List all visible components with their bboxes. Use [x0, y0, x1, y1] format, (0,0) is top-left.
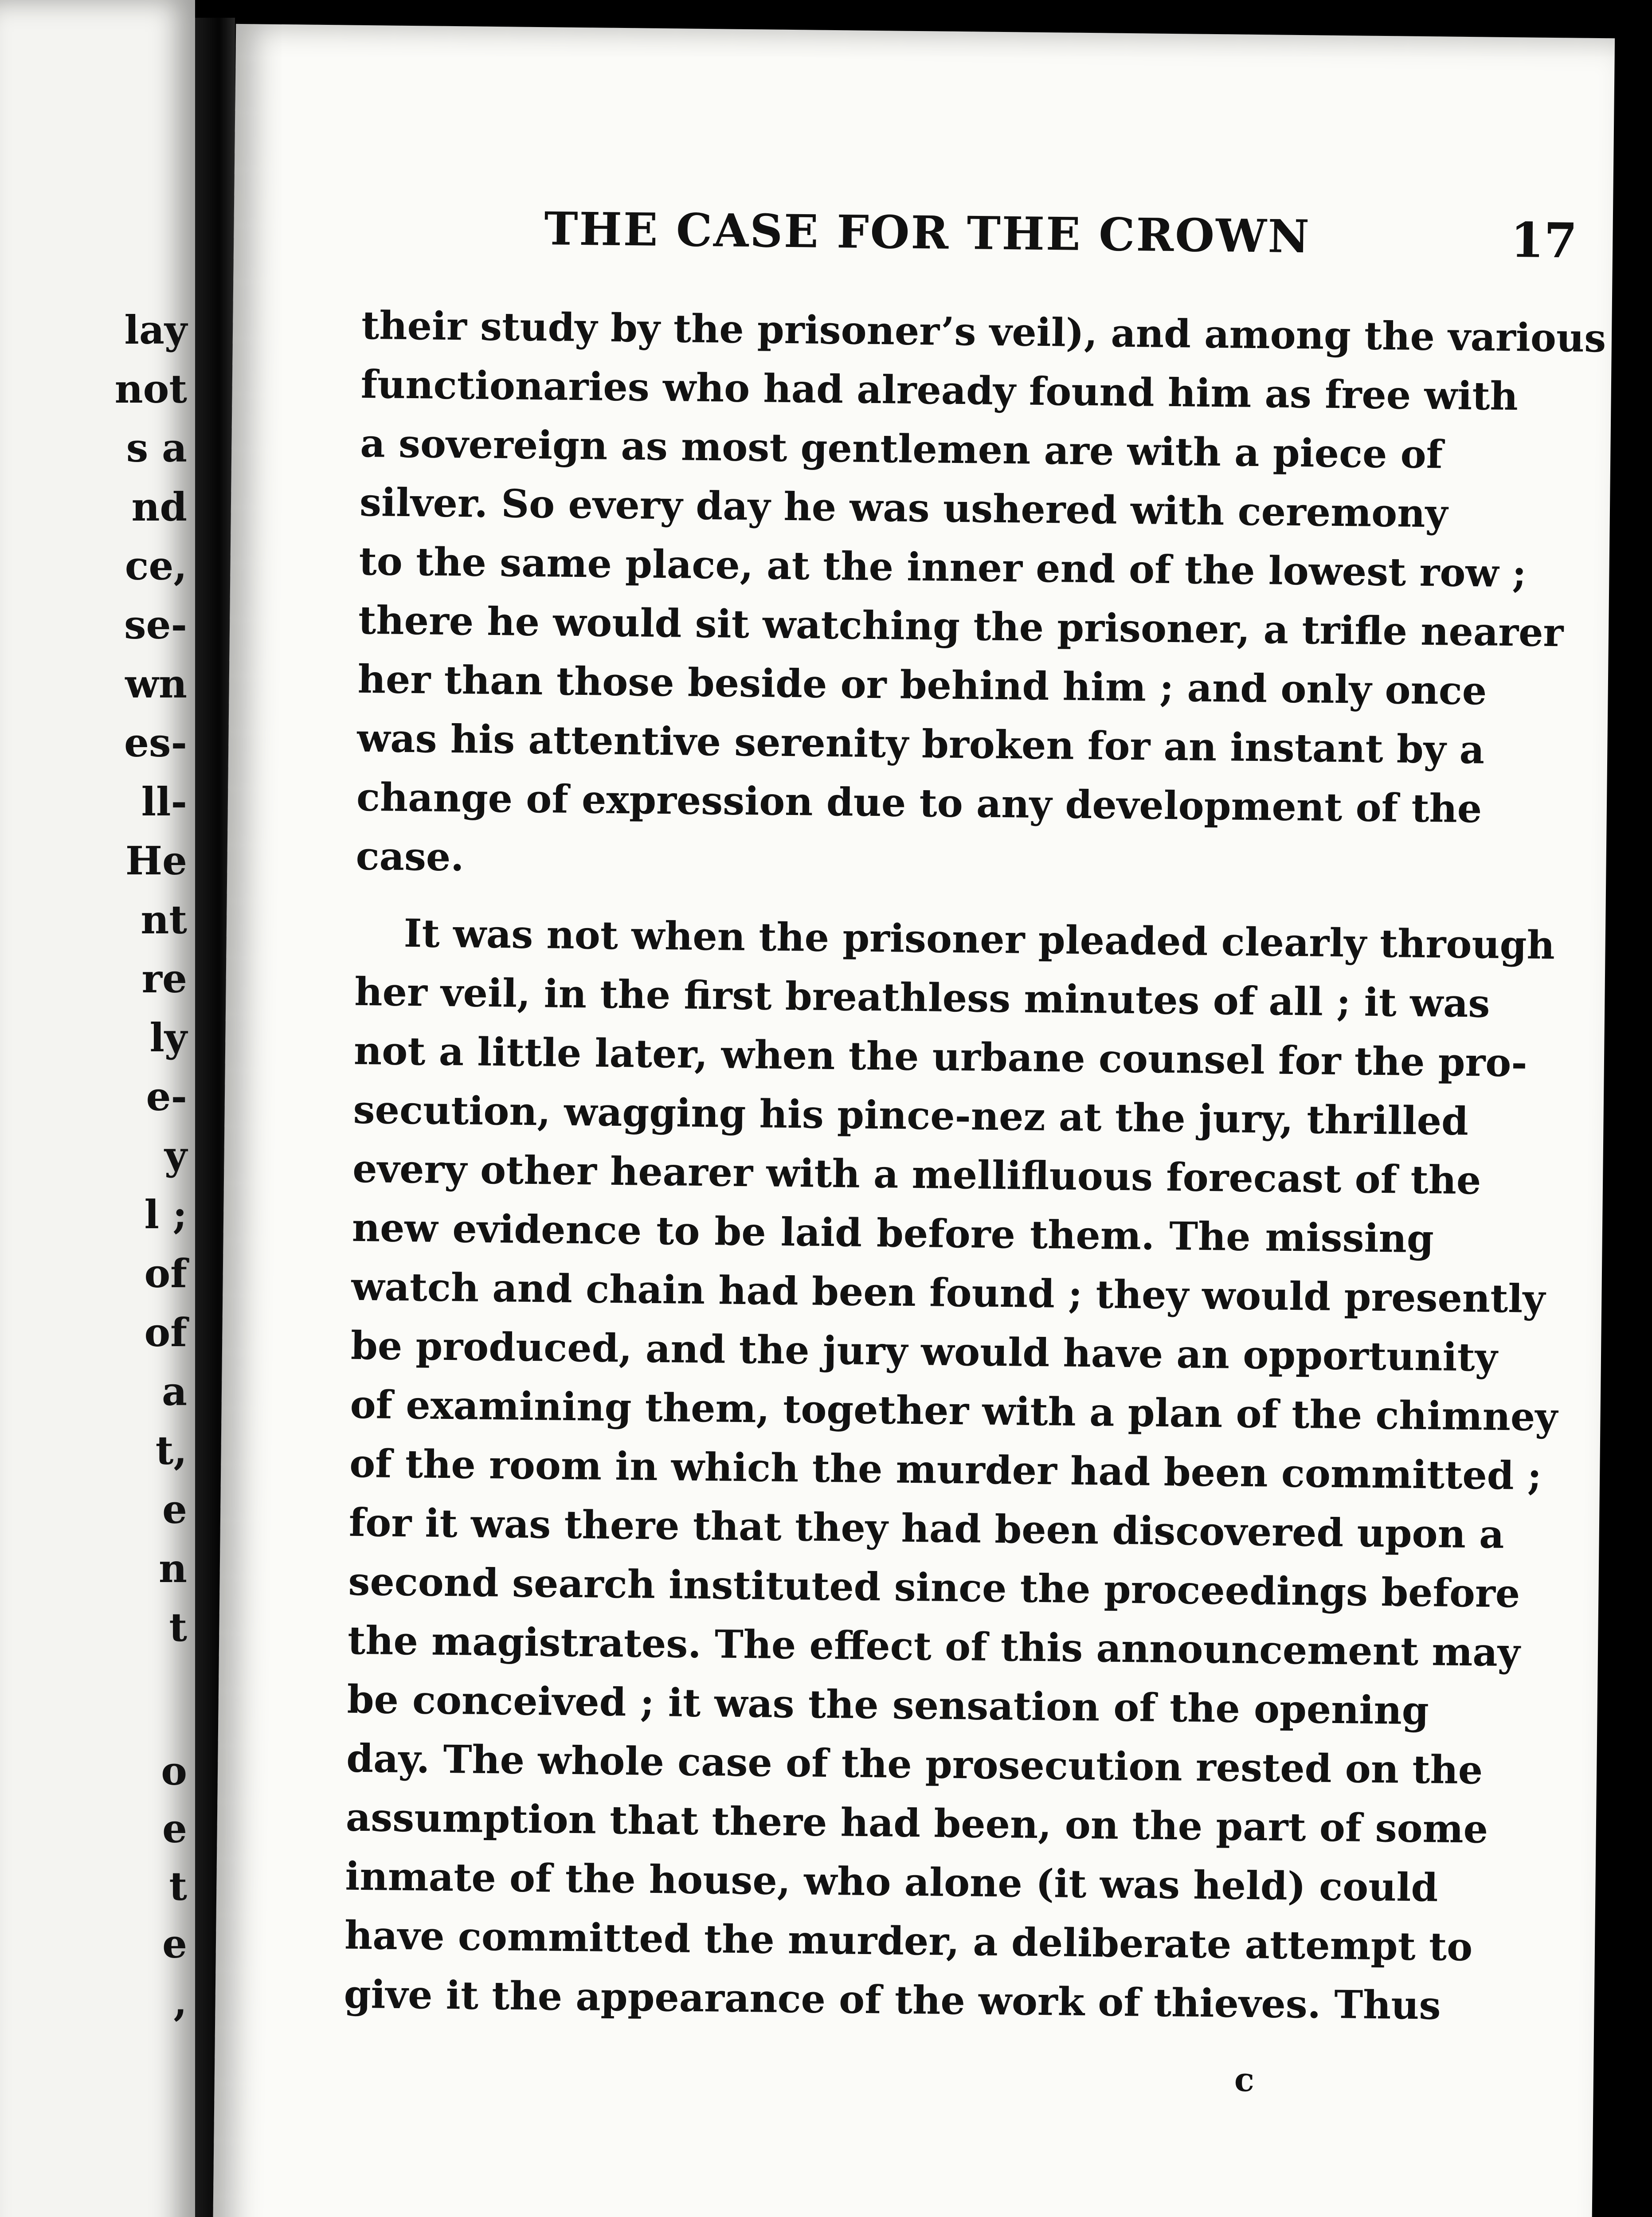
text-line: assumption that there had been, on the part of some: [345, 1794, 1488, 1852]
facing-page-fragment: se-: [124, 602, 187, 648]
running-title: THE CASE FOR THE CROWN: [544, 202, 1311, 264]
facing-page-fragment: a: [161, 1368, 187, 1414]
facing-page-fragment: n: [159, 1545, 187, 1591]
signature-mark: c: [1234, 2060, 1255, 2099]
text-line: inmate of the house, who alone (it was held) could: [345, 1853, 1438, 1911]
facing-page-fragment: y: [164, 1132, 187, 1179]
text-line: have committed the murder, a deliberate attempt to: [344, 1912, 1473, 1970]
facing-page-fragment: not: [114, 366, 187, 412]
text-line: day. The whole case of the prosecution rested on the: [346, 1735, 1483, 1793]
facing-page-fragment: e-: [146, 1073, 187, 1120]
facing-page-fragment: re: [141, 956, 187, 1002]
text-line: was his attentive serenity broken for an instant by a: [356, 715, 1485, 773]
facing-page-fragment: t: [169, 1604, 187, 1650]
text-line: It was not when the prisoner pleaded clearly through: [403, 910, 1555, 968]
facing-page-fragment: es-: [124, 720, 187, 766]
facing-page-fragment: of: [144, 1309, 187, 1355]
text-line: a sovereign as most gentlemen are with a piece of: [360, 420, 1443, 478]
text-line: case.: [356, 833, 465, 880]
facing-page-fragment: e: [162, 1806, 187, 1852]
facing-page-fragment: o: [161, 1748, 187, 1794]
text-line: be conceived ; it was the sensation of the opening: [347, 1676, 1429, 1734]
text-line: her than those beside or behind him ; and only once: [357, 656, 1487, 714]
text-line: functionaries who had already found him as free with: [360, 361, 1519, 419]
facing-page-fragment: nt: [141, 897, 187, 943]
text-line: watch and chain had been found ; they would presently: [351, 1263, 1546, 1322]
text-line: not a little later, when the urbane counsel for the pro-: [353, 1027, 1528, 1086]
text-line: secution, wagging his pince-nez at the jury, thrilled: [353, 1086, 1469, 1144]
book-page: [212, 24, 1615, 2217]
text-line: of examining them, together with a plan of the chimney: [350, 1381, 1558, 1440]
text-line: to the same place, at the inner end of the lowest row ;: [359, 538, 1527, 596]
facing-page: [0, 0, 195, 2217]
facing-page-fragment: ly: [149, 1014, 187, 1061]
facing-page-fragment: t,: [155, 1427, 187, 1473]
page-number: 17: [1510, 212, 1578, 269]
facing-page-fragment: l ;: [144, 1191, 187, 1238]
text-line: their study by the prisoner’s veil), and among the various: [361, 302, 1606, 361]
text-line: silver. So every day he was ushered with ceremony: [359, 479, 1448, 537]
text-line: for it was there that they had been discovered upon a: [348, 1499, 1505, 1557]
text-line: be produced, and the jury would have an opportunity: [350, 1322, 1498, 1380]
body-text: [344, 296, 1606, 2035]
text-line: give it the appearance of the work of thieves. Thus: [344, 1971, 1441, 2029]
facing-page-fragment: e: [162, 1486, 187, 1532]
text-line: every other hearer with a mellifluous forecast of the: [352, 1145, 1481, 1203]
facing-page-fragment: t: [169, 1863, 187, 1909]
running-head: [544, 202, 1578, 269]
facing-page-fragment: s a: [126, 425, 187, 471]
facing-page-fragment: of: [144, 1250, 187, 1297]
facing-page-fragment: He: [125, 838, 187, 884]
facing-page-fragment: wn: [125, 661, 187, 707]
facing-page-fragment: ce,: [125, 543, 187, 589]
text-line: there he would sit watching the prisoner, a trifle nearer: [358, 597, 1564, 656]
facing-page-fragment: lay: [124, 307, 187, 353]
text-line: new evidence to be laid before them. The missing: [352, 1204, 1434, 1262]
facing-page-fragment: ,: [173, 1978, 187, 2025]
text-line: the magistrates. The effect of this announcement may: [347, 1617, 1520, 1676]
text-line: second search instituted since the proceedings before: [348, 1558, 1520, 1617]
text-line: her veil, in the first breathless minutes of all ; it was: [354, 968, 1490, 1026]
text-line: change of expression due to any development of the: [356, 774, 1482, 832]
facing-page-fragment: e: [162, 1921, 187, 1967]
facing-page-fragment: nd: [131, 484, 187, 530]
facing-page-fragment: ll-: [141, 779, 187, 825]
text-line: of the room in which the murder had been committed ;: [349, 1440, 1542, 1499]
